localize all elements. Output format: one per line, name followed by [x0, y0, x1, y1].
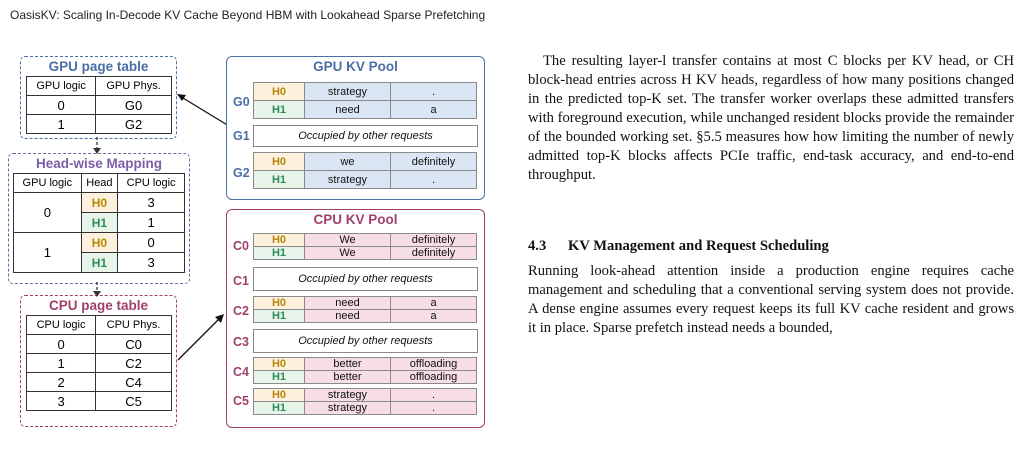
head-cell: H0 — [253, 82, 305, 101]
cpu-page-table — [20, 295, 177, 427]
head-cell: H0 — [253, 233, 305, 247]
head-cell: H0 — [253, 388, 305, 402]
token-cell: offloading — [390, 357, 477, 371]
section-title: KV Management and Request Scheduling — [568, 238, 829, 254]
block-row — [254, 153, 477, 171]
block-label: C5 — [233, 394, 249, 408]
token-cell: We — [304, 246, 391, 260]
table-cell: 0 — [27, 335, 96, 354]
gpu-kv-pool-title: GPU KV Pool — [313, 59, 398, 74]
table-cell: 3 — [118, 253, 185, 273]
token-cell: we — [304, 152, 391, 171]
block-row — [254, 310, 477, 323]
table-header: CPU logic — [27, 316, 96, 335]
head-cell: H1 — [253, 100, 305, 119]
token-cell: definitely — [390, 233, 477, 247]
table-cell: G2 — [96, 115, 172, 134]
gpu-kv-pool — [226, 56, 485, 200]
block-row — [254, 101, 477, 119]
table-cell: 1 — [14, 233, 82, 273]
table-cell: 1 — [118, 213, 185, 233]
table-header: GPU Phys. — [96, 77, 172, 96]
table-header: GPU logic — [14, 174, 82, 193]
table-cell: C0 — [96, 335, 172, 354]
table-header: CPU Phys. — [96, 316, 172, 335]
head-wise-mapping-grid — [13, 173, 185, 273]
token-cell: strategy — [304, 82, 391, 101]
occupied-block: Occupied by other requests — [253, 267, 478, 291]
gpu-page-table — [20, 56, 177, 139]
paragraph: The resulting layer-l transfer contains at most C blocks per KV head, or CH block-head entries across H KV heads, regardless of how many positions changed in the predicted top-K set. The transfer worker overlaps these admitted transfers with foreground execution, while unchanged resident blocks provide the remainder of the bounded working set. §5.5 measures how how limiting the number of newly admitted top-K blocks affects PCIe traffic, end-task accuracy, and end-to-end throughput. — [528, 53, 1014, 183]
gpu-page-table-grid — [26, 76, 172, 134]
token-cell: definitely — [390, 246, 477, 260]
block-row — [254, 171, 477, 189]
head-wise-mapping-title: Head-wise Mapping — [35, 156, 162, 171]
block-label: G0 — [233, 95, 250, 109]
occupied-block: Occupied by other requests — [253, 125, 478, 147]
table-cell: 1 — [27, 354, 96, 373]
occupied-block: Occupied by other requests — [253, 329, 478, 353]
head-cell: H1 — [253, 170, 305, 189]
table-header: GPU logic — [27, 77, 96, 96]
paragraph: Running look-ahead attention inside a production engine requires cache management and scheduling that a conventional serving system does not provide. A dense engine assumes every request keeps its full KV cache resident and grows it in place. Sparse prefetch instead needs a bounded, — [528, 263, 1014, 336]
block-label: C1 — [233, 274, 249, 288]
section-number: 4.3 — [528, 238, 547, 254]
cpu-page-table-title: CPU page table — [48, 298, 149, 313]
table-cell: 0 — [14, 193, 82, 233]
token-cell: need — [304, 100, 391, 119]
block-label: C4 — [233, 365, 249, 379]
table-cell: C5 — [96, 392, 172, 411]
table-cell: 0 — [27, 96, 96, 115]
block-row — [254, 247, 477, 260]
head-cell: H1 — [81, 213, 118, 233]
token-cell: . — [390, 388, 477, 402]
table-cell: 2 — [27, 373, 96, 392]
block-label: C3 — [233, 335, 249, 349]
block-label: C2 — [233, 304, 249, 318]
head-cell: H0 — [253, 296, 305, 310]
cpu-kv-pool — [226, 209, 485, 428]
cpu-page-table-grid — [26, 315, 172, 411]
connector-arrow — [90, 282, 104, 298]
token-cell: need — [304, 296, 391, 310]
token-cell: a — [390, 296, 477, 310]
token-cell: a — [390, 100, 477, 119]
head-cell: H1 — [81, 253, 118, 273]
table-header: Head — [81, 174, 118, 193]
block-label: G2 — [233, 166, 250, 180]
connector-arrow — [90, 137, 104, 155]
block-label: C0 — [233, 239, 249, 253]
table-header: CPU logic — [118, 174, 185, 193]
head-cell: H0 — [81, 193, 118, 213]
table-cell: C2 — [96, 354, 172, 373]
head-cell: H1 — [253, 309, 305, 323]
head-cell: H0 — [81, 233, 118, 253]
token-cell: strategy — [304, 170, 391, 189]
table-cell: 1 — [27, 115, 96, 134]
token-cell: . — [390, 82, 477, 101]
table-cell: 3 — [27, 392, 96, 411]
block-row — [254, 371, 477, 384]
cpu-map-arrow — [176, 310, 228, 362]
block-row — [254, 402, 477, 415]
head-cell: H1 — [253, 370, 305, 384]
head-cell: H0 — [253, 152, 305, 171]
token-cell: strategy — [304, 401, 391, 415]
head-cell: H1 — [253, 246, 305, 260]
head-wise-mapping — [8, 153, 190, 284]
token-cell: . — [390, 401, 477, 415]
figure — [0, 0, 500, 458]
token-cell: better — [304, 357, 391, 371]
token-cell: offloading — [390, 370, 477, 384]
token-cell: a — [390, 309, 477, 323]
block-row — [254, 83, 477, 101]
head-cell: H0 — [253, 357, 305, 371]
token-cell: . — [390, 170, 477, 189]
table-cell: G0 — [96, 96, 172, 115]
gpu-page-table-title: GPU page table — [48, 59, 149, 74]
running-head: OasisKV: Scaling In-Decode KV Cache Beyond HBM with Lookahead Sparse Prefetching — [10, 8, 486, 22]
body-text — [528, 52, 1014, 338]
token-cell: We — [304, 233, 391, 247]
token-cell: need — [304, 309, 391, 323]
token-cell: definitely — [390, 152, 477, 171]
table-cell: C4 — [96, 373, 172, 392]
table-cell: 0 — [118, 233, 185, 253]
table-cell: 3 — [118, 193, 185, 213]
head-cell: H1 — [253, 401, 305, 415]
token-cell: better — [304, 370, 391, 384]
token-cell: strategy — [304, 388, 391, 402]
block-label: G1 — [233, 129, 250, 143]
section-heading — [528, 237, 1014, 256]
cpu-kv-pool-title: CPU KV Pool — [313, 212, 398, 227]
